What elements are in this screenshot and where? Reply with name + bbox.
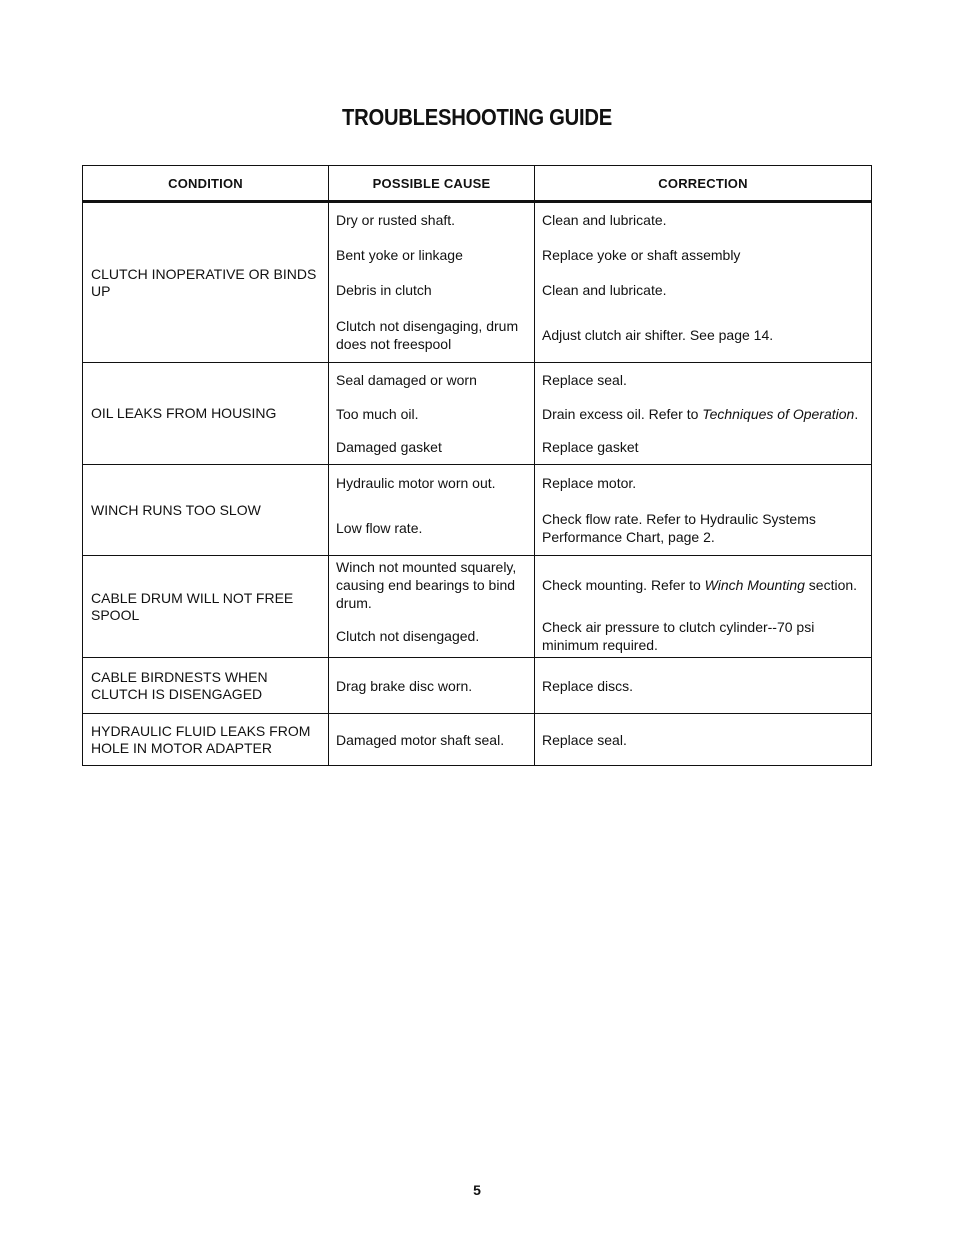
cause-cell: [329, 465, 535, 555]
condition-cell: CABLE BIRDNESTS WHEN CLUTCH IS DISENGAGED: [83, 658, 329, 713]
correction-text: Clean and lubricate.: [542, 282, 667, 298]
correction-text-post: section.: [804, 577, 858, 593]
header-correction: CORRECTION: [658, 175, 748, 191]
table-header: [83, 166, 871, 203]
correction-cell: [535, 658, 871, 713]
table-row: [83, 203, 871, 363]
cause-text: Clutch not disengaged.: [336, 627, 480, 644]
table-row: [83, 363, 871, 465]
condition-cell: WINCH RUNS TOO SLOW: [83, 465, 329, 555]
header-possible-cause: POSSIBLE CAUSE: [329, 166, 535, 200]
correction-reference: Techniques of Operation: [702, 405, 855, 422]
correction-text: Replace gasket: [542, 439, 639, 456]
cause-cell: [329, 658, 535, 713]
cause-cell: [329, 363, 535, 464]
correction-text-pre: Check mounting. Refer to: [542, 577, 705, 593]
correction-text-pre: Drain excess oil. Refer to: [542, 405, 703, 422]
table-row: [83, 465, 871, 556]
table-row: [83, 556, 871, 658]
cause-text: Too much oil.: [336, 405, 419, 422]
condition-cell: CABLE DRUM WILL NOT FREE SPOOL: [83, 556, 329, 657]
condition-cell: HYDRAULIC FLUID LEAKS FROM HOLE IN MOTOR ADAPTER: [83, 714, 329, 765]
correction-text: Clean and lubricate.: [542, 212, 667, 228]
correction-text: Replace motor.: [542, 475, 637, 491]
correction-cell: [535, 363, 871, 464]
correction-text: [535, 556, 871, 614]
correction-text: [535, 397, 871, 431]
cause-text: Seal damaged or worn: [336, 371, 477, 388]
correction-cell: [535, 714, 871, 765]
troubleshooting-table: [82, 165, 872, 766]
cause-cell: [329, 203, 535, 362]
correction-text: Replace discs.: [542, 677, 634, 694]
header-condition: CONDITION: [83, 166, 329, 200]
cause-cell: [329, 556, 535, 657]
cause-text: Drag brake disc worn.: [336, 677, 473, 694]
correction-text: Check flow rate. Refer to Hydraulic Systems Performance Chart, page 2.: [542, 511, 816, 545]
correction-text-post: .: [854, 405, 859, 422]
correction-text: Replace seal.: [542, 371, 627, 388]
cause-text: Low flow rate.: [336, 520, 423, 536]
correction-cell: [535, 465, 871, 555]
cause-text: Damaged motor shaft seal.: [336, 731, 505, 748]
cause-text: Damaged gasket: [336, 439, 442, 456]
condition-cell: OIL LEAKS FROM HOUSING: [83, 363, 329, 464]
cause-text: Bent yoke or linkage: [336, 247, 463, 263]
correction-reference: Winch Mounting: [704, 577, 805, 593]
page-number: 5: [473, 1182, 481, 1198]
cause-text: Hydraulic motor worn out.: [336, 475, 496, 491]
correction-text: Replace seal.: [542, 731, 627, 748]
cause-text: Debris in clutch: [336, 282, 432, 298]
cause-text: Dry or rusted shaft.: [336, 212, 456, 228]
page-title: TROUBLESHOOTING GUIDE: [342, 104, 612, 130]
table-row: [83, 714, 871, 765]
cause-cell: [329, 714, 535, 765]
correction-cell: [535, 556, 871, 657]
condition-cell: CLUTCH INOPERATIVE OR BINDS UP: [83, 203, 329, 362]
correction-cell: [535, 203, 871, 362]
table-row: [83, 658, 871, 714]
cause-text: Clutch not disengaging, drum does not freespool: [336, 317, 519, 352]
correction-text: Check air pressure to clutch cylinder--70 psi minimum required.: [542, 618, 815, 653]
cause-text: Winch not mounted squarely, causing end bearings to bind drum.: [336, 559, 517, 611]
correction-text: Adjust clutch air shifter. See page 14.: [542, 326, 774, 343]
correction-text: Replace yoke or shaft assembly: [542, 247, 741, 263]
